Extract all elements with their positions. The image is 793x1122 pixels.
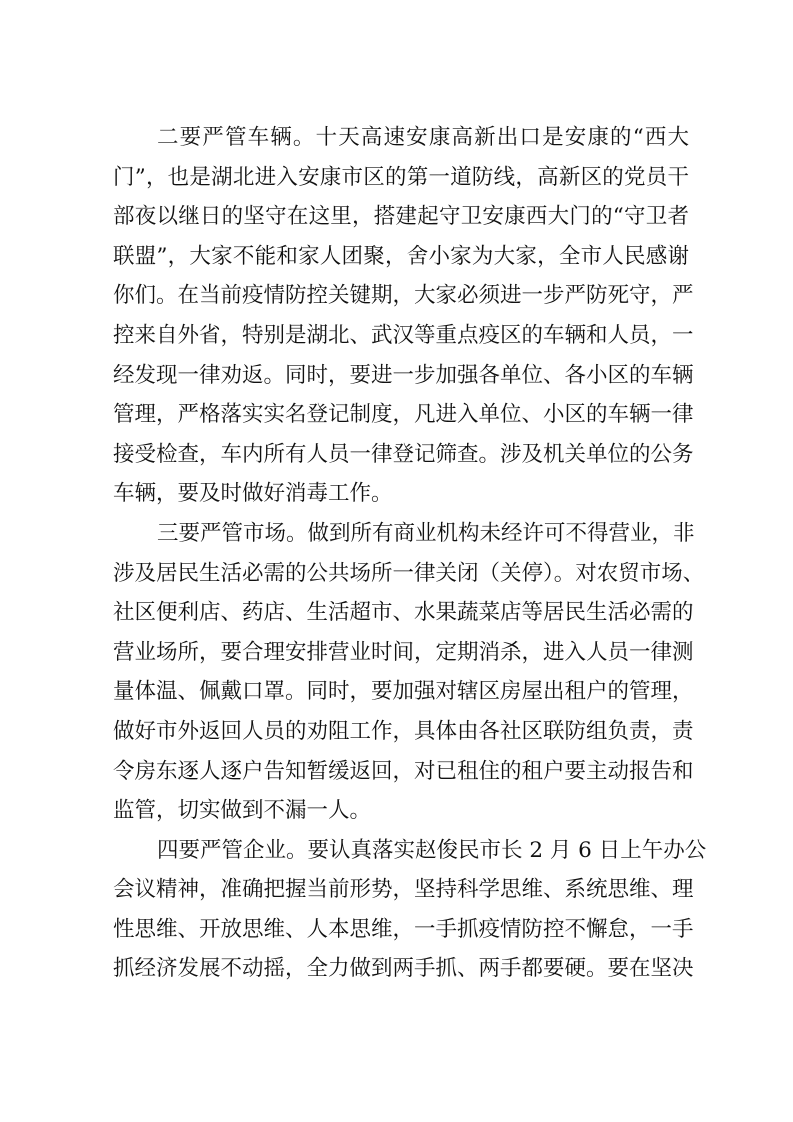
text-line: 监管，切实做到不漏一人。 [113,798,372,824]
paragraph-markets [113,514,705,831]
paragraph-enterprises [113,831,707,989]
text-line: 车辆，要及时做好消毒工作。 [113,481,393,507]
text-line: 做好市外返回人员的劝阻工作，具体由各社区联防组负责，责 [113,718,694,744]
text-line: 令房东逐人逐户告知暂缓返回，对已租住的租户要主动报告和 [113,758,694,784]
paragraph-vehicles [113,118,694,514]
text-line: 性思维、开放思维、人本思维，一手抓疫情防控不懈怠，一手 [113,916,694,942]
text-line: 门”，也是湖北进入安康市区的第一道防线，高新区的党员干 [113,164,689,190]
text-line: 会议精神，准确把握当前形势，坚持科学思维、系统思维、理 [113,877,694,903]
text-line: 二要严管车辆。十天高速安康高新出口是安康的“西大 [157,125,689,150]
text-line: 接受检查，车内所有人员一律登记筛查。涉及机关单位的公务 [113,441,694,467]
text-line: 社区便利店、药店、生活超市、水果蔬菜店等居民生活必需的 [113,600,694,626]
text-line: 联盟”，大家不能和家人团聚，舍小家为大家，全市人民感谢 [113,243,689,269]
text-line: 部夜以继日的坚守在这里，搭建起守卫安康西大门的“守卫者 [113,204,689,230]
text-line: 管理，严格落实实名登记制度，凡进入单位、小区的车辆一律 [113,402,694,428]
text-line: 抓经济发展不动摇，全力做到两手抓、两手都要硬。要在坚决 [113,956,694,982]
text-line: 控来自外省，特别是湖北、武汉等重点疫区的车辆和人员，一 [113,322,694,348]
text-line: 三要严管市场。做到所有商业机构未经许可不得营业，非 [157,520,695,546]
text-line: 你们。在当前疫情防控关键期，大家必须进一步严防死守，严 [113,283,694,309]
text-line: 涉及居民生活必需的公共场所一律关闭（关停）。对农贸市场、 [113,560,705,586]
text-line: 经发现一律劝返。同时，要进一步加强各单位、各小区的车辆 [113,362,694,388]
text-line: 四要严管企业。要认真落实赵俊民市长 2 月 6 日上午办公 [157,837,707,863]
text-line: 营业场所，要合理安排营业时间，定期消杀，进入人员一律测 [113,639,694,665]
text-line: 量体温、佩戴口罩。同时，要加强对辖区房屋出租户的管理， [113,679,694,705]
document-page [113,118,707,989]
